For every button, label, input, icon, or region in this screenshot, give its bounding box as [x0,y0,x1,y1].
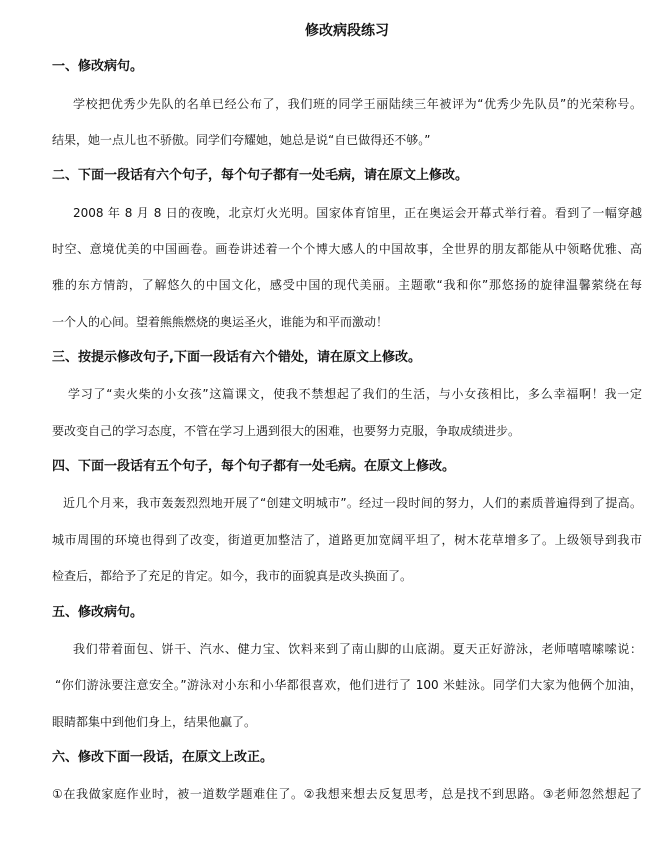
paragraph-line: 雅的东方情韵，了解悠久的中国文化，感受中国的现代美丽。主题歌“我和你”那悠扬的旋律温馨萦绕在每 [52,278,642,293]
paragraph-line: 我们带着面包、饼干、汽水、健力宝、饮料来到了南山脚的山底湖。夏天正好游泳，老师嘻嘻嗦嗦说： [73,641,642,656]
paragraph-line: 一个人的心间。望着熊熊燃烧的奥运圣火，谁能为和平而激动！ [52,314,389,329]
section-heading-1: 一、修改病句。 [52,59,144,75]
page-title: 修改病段练习 [305,23,389,39]
paragraph-line: 学习了“卖火柴的小女孩”这篇课文，使我不禁想起了我们的生活，与小女孩相比，多么幸福啊！我一定 [68,387,642,402]
section-heading-5: 五、修改病句。 [52,604,144,620]
section-heading-4: 四、下面一段话有五个句子，每个句子都有一处毛病。在原文上修改。 [52,459,456,475]
paragraph-line: 时空、意境优美的中国画卷。画卷讲述着一个个博大感人的中国故事，全世界的朋友都能从中领略优雅、高 [52,242,642,257]
paragraph-line: 城市周围的环境也得到了改变，街道更加整洁了，道路更加宽阔平坦了，树木花草增多了。上级领导到我市 [52,532,642,547]
document-page [52,13,642,813]
section-heading-2: 二、下面一段话有六个句子，每个句子都有一处毛病，请在原文上修改。 [52,168,469,184]
paragraph-line: 2008 年 8 月 8 日的夜晚，北京灯火光明。国家体育馆里，正在奥运会开幕式举行着。看到了一幅穿越 [73,205,642,220]
paragraph-line: 眼睛都集中到他们身上，结果他赢了。 [52,714,257,729]
paragraph-line: ①在我做家庭作业时，被一道数学题难住了。②我想来想去反复思考，总是找不到思路。③老师忽然想起了 [52,787,642,802]
paragraph-line: 学校把优秀少先队的名单已经公布了，我们班的同学王丽陆续三年被评为“优秀少先队员”的光荣称号。 [73,96,642,111]
paragraph-line: 结果，她一点儿也不骄傲。同学们夸耀她，她总是说“自已做得还不够。” [52,133,431,148]
paragraph-line: 检查后，都给予了充足的肯定。如今，我市的面貌真是改头换面了。 [52,569,413,584]
paragraph-line: 要改变自己的学习态度，不管在学习上遇到很大的困难，也要努力克服，争取成绩进步。 [52,423,521,438]
section-heading-3: 三、按提示修改句子,下面一段话有六个错处，请在原文上修改。 [52,350,421,366]
paragraph-line: “你们游泳要注意安全。”游泳对小东和小华都很喜欢，他们进行了 100 米蛙泳。同学们大家为他俩个加油， [55,678,642,693]
paragraph-line: 近几个月来，我市轰轰烈烈地开展了“创建文明城市”。经过一段时间的努力，人们的素质普遍得到了提高。 [63,496,642,511]
section-heading-6: 六、修改下面一段话，在原文上改正。 [52,749,274,765]
